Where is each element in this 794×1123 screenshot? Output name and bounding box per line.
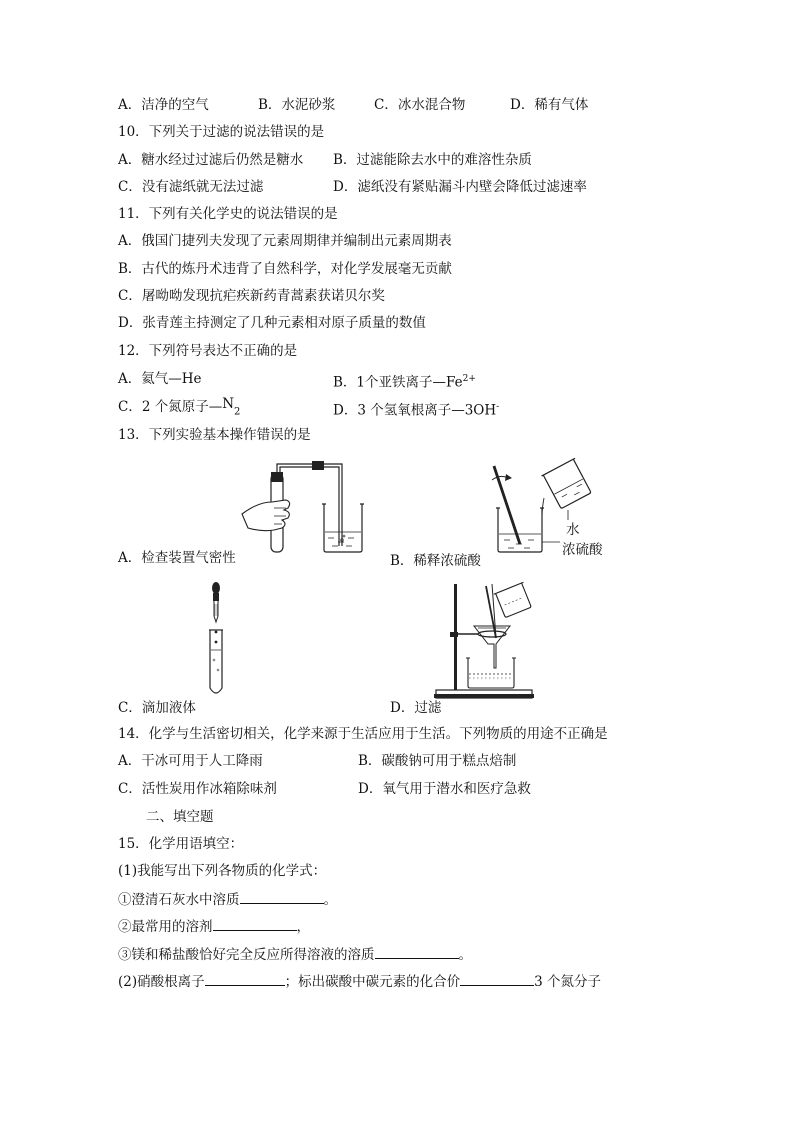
q12-c-formula: N (222, 396, 235, 412)
q13-option-d: D．过滤 (390, 700, 442, 716)
answer-blank-nitrate[interactable] (205, 971, 285, 986)
q13-stem: 13．下列实验基本操作错误的是 (118, 427, 311, 443)
q15-stem: 15．化学用语填空： (118, 836, 244, 852)
q13-option-b: B．稀释浓硫酸 (390, 553, 481, 569)
q13-option-c: C．滴加液体 (118, 700, 196, 716)
q14-option-c: C．活性炭用作冰箱除味剂 (118, 781, 277, 797)
q15-part2-nitrate: (2)硝酸根离子 (118, 974, 205, 990)
water-label: 水 (566, 522, 580, 538)
answer-blank-carbon-valence[interactable] (460, 971, 534, 986)
q14-option-d: D．氧气用于潜水和医疗急救 (358, 781, 531, 797)
q10-option-c: C．没有滤纸就无法过滤 (118, 179, 264, 195)
q15-part2-carbon: ；标出碳酸中碳元素的化合价 (284, 974, 461, 990)
q12-option-d (333, 398, 499, 420)
q15-item3 (118, 944, 472, 964)
q15-item2-text: ②最常用的溶剂 (118, 919, 213, 935)
q15-item3-end: 。 (458, 947, 472, 963)
q12-option-b (333, 370, 476, 392)
q11-option-a: A．俄国门捷列夫发现了元素周期律并编制出元素周期表 (118, 233, 452, 249)
q12-b-text: B．1个亚铁离子—Fe (333, 374, 463, 391)
q15-part2 (118, 971, 601, 991)
q9-option-b: B．水泥砂浆 (258, 97, 336, 113)
answer-blank-2[interactable] (213, 916, 297, 931)
filtration-figure (432, 578, 536, 702)
add-liquid-dropper-figure (198, 580, 238, 700)
q9-option-d: D．稀有气体 (510, 97, 589, 113)
q14-option-a: A．干冰可用于人工降雨 (118, 753, 263, 769)
q9-option-c: C．冰水混合物 (374, 97, 466, 113)
q12-stem: 12．下列符号表达不正确的是 (118, 343, 298, 359)
answer-blank-1[interactable] (240, 889, 324, 904)
q11-stem: 11．下列有关化学史的说法错误的是 (118, 206, 338, 222)
q12-option-c (118, 398, 240, 422)
q10-option-a: A．糖水经过过滤后仍然是糖水 (118, 152, 304, 168)
q15-item2-end: ， (296, 919, 310, 935)
q11-option-b: B．古代的炼丹术违背了自然科学，对化学发展毫无贡献 (118, 261, 452, 277)
q12-option-a: A．氦气—He (118, 371, 202, 387)
q15-item1 (118, 889, 337, 909)
q15-item1-text: ①澄清石灰水中溶质 (118, 892, 240, 908)
q12-d-text: D．3 个氢氧根离子—3OH (333, 402, 497, 419)
q10-option-d: D．滤纸没有紧贴漏斗内壁会降低过滤速率 (333, 179, 587, 195)
q12-c-subscript: 2 (234, 406, 241, 418)
q14-option-b: B．碳酸钠可用于糕点焙制 (358, 753, 517, 769)
q15-item2 (118, 916, 310, 936)
q10-option-b: B．过滤能除去水中的难溶性杂质 (333, 152, 532, 168)
q11-option-d: D．张青莲主持测定了几种元素相对原子质量的数值 (118, 315, 426, 331)
q9-option-a: A．洁净的空气 (118, 97, 209, 113)
airtightness-check-figure (238, 458, 388, 558)
q15-item1-end: 。 (323, 892, 337, 908)
q14-stem: 14．化学与生活密切相关，化学来源于生活应用于生活。下列物质的用途不正确是 (118, 726, 608, 742)
q11-option-c: C．屠呦呦发现抗疟疾新药青蒿素获诺贝尔奖 (118, 288, 385, 304)
q15-part2-nitrogen: 3 个氮分子 (534, 974, 602, 990)
section-heading: 二、填空题 (146, 809, 214, 825)
concentrated-sulfuric-acid-label: 浓硫酸 (562, 542, 603, 558)
q12-c-text: C．2 个氮原子— (118, 399, 223, 415)
q10-stem: 10．下列关于过滤的说法错误的是 (118, 124, 325, 140)
q12-b-charge: 2+ (462, 374, 476, 384)
q12-d-charge: - (496, 402, 500, 412)
answer-blank-3[interactable] (375, 944, 459, 959)
q13-option-a: A．检查装置气密性 (118, 550, 236, 566)
q15-item3-text: ③镁和稀盐酸恰好完全反应所得溶液的溶质 (118, 947, 375, 963)
q15-part1: (1)我能写出下列各物质的化学式： (118, 863, 327, 879)
